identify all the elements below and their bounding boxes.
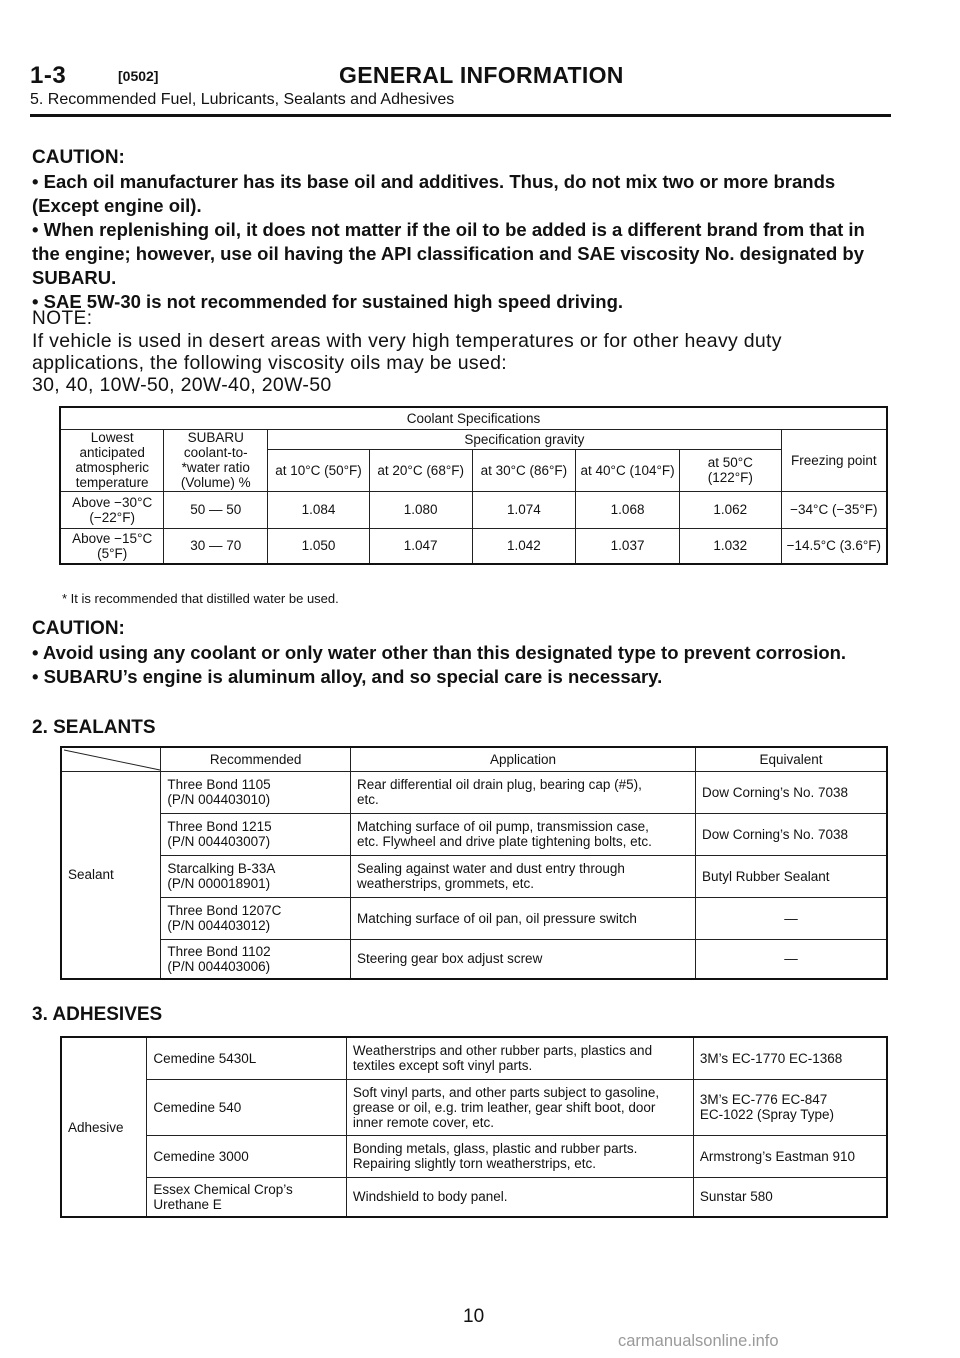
application-text: etc. Flywheel and drive plate tightening bolts, etc. — [356, 834, 652, 849]
caution-item: • SAE 5W-30 is not recommended for sustained high speed driving. — [32, 291, 624, 312]
caution-item: • SUBARU’s engine is aluminum alloy, and so special care is necessary. — [32, 666, 663, 687]
table-row — [61, 1079, 887, 1135]
cell-application: Windshield to body panel. — [346, 1177, 693, 1217]
product-name: Three Bond 1215 — [167, 819, 272, 834]
cell-gravity: 1.080 — [369, 491, 472, 528]
application-text: grease or oil, e.g. trim leather, gear shift boot, door — [352, 1099, 656, 1115]
cell-product — [161, 855, 351, 897]
col-header-application: Application — [350, 747, 695, 771]
cell-product — [161, 939, 351, 979]
table-row — [61, 1177, 887, 1217]
part-number: (P/N 000018901) — [167, 876, 271, 891]
cell-application — [350, 813, 695, 855]
application-text: Bonding metals, glass, plastic and rubber parts. — [352, 1141, 638, 1156]
table-row — [61, 813, 887, 855]
cell-equivalent: Armstrong’s Eastman 910 — [693, 1135, 887, 1177]
cell-freezing: −34°C (−35°F) — [781, 491, 887, 528]
table-row — [61, 939, 887, 979]
part-number: (P/N 004403007) — [167, 834, 271, 849]
note-viscosity-values: 30, 40, 10W-50, 20W-40, 20W-50 — [32, 374, 332, 396]
diagonal-header-cell — [61, 747, 161, 771]
coolant-table-title: Coolant Specifications — [60, 407, 887, 429]
cell-gravity: 1.084 — [268, 491, 370, 528]
col-header-recommended: Recommended — [161, 747, 351, 771]
cell-application — [346, 1079, 693, 1135]
cell-product — [161, 771, 351, 813]
equivalent-text: EC-1022 (Spray Type) — [699, 1107, 834, 1122]
cell-product: Cemedine 3000 — [147, 1135, 347, 1177]
col-header-lowest-temp: Lowest anticipated atmospheric temperature — [60, 429, 164, 491]
section-code: [0502] — [118, 68, 159, 84]
cell-lowest: Above −15°C (5°F) — [60, 528, 164, 564]
section-number: 1-3 — [30, 62, 67, 89]
cell-product — [147, 1177, 347, 1217]
caution-block-coolant — [32, 617, 892, 689]
col-header-temp: at 20°C (68°F) — [369, 449, 472, 491]
category-adhesive: Adhesive — [61, 1037, 147, 1217]
cell-product — [161, 813, 351, 855]
cell-gravity: 1.074 — [472, 491, 576, 528]
cell-application — [346, 1135, 693, 1177]
table-row — [61, 1135, 887, 1177]
cell-ratio: 50 — 50 — [164, 491, 268, 528]
part-number: (P/N 004403012) — [167, 918, 271, 933]
col-header-temp: at 10°C (50°F) — [268, 449, 370, 491]
cell-application — [350, 771, 695, 813]
col-header-temp: at 30°C (86°F) — [472, 449, 576, 491]
cell-application: Matching surface of oil pan, oil pressure switch — [350, 897, 695, 939]
cell-gravity: 1.037 — [576, 528, 680, 564]
col-header-temp: at 40°C (104°F) — [576, 449, 680, 491]
caution-item: • When replenishing oil, it does not matter if the oil to be added is a different brand from that in the engine; however, use oil having the API classification and SAE viscosity No. designated by SUBARU. — [32, 219, 865, 288]
page-subtitle: 5. Recommended Fuel, Lubricants, Sealants and Adhesives — [30, 91, 455, 108]
category-sealant: Sealant — [61, 771, 161, 979]
product-name: Urethane E — [153, 1196, 222, 1212]
cell-equivalent: Sunstar 580 — [693, 1177, 887, 1217]
sealants-table — [60, 746, 888, 980]
sealants-heading: 2. SEALANTS — [32, 717, 156, 738]
cell-equivalent: Dow Corning’s No. 7038 — [695, 771, 887, 813]
application-text: weatherstrips, grommets, etc. — [356, 876, 535, 891]
cell-equivalent: 3M’s EC-1770 EC-1368 — [693, 1037, 887, 1079]
application-text: etc. — [356, 792, 379, 807]
caution-title: CAUTION: — [32, 618, 125, 639]
application-text: Soft vinyl parts, and other parts subject to gasoline, — [352, 1084, 660, 1100]
table-row — [60, 491, 887, 528]
col-header-gravity: Specification gravity — [268, 429, 782, 449]
col-header-ratio: SUBARU coolant-to-*water ratio (Volume) % — [164, 429, 268, 491]
cell-gravity: 1.068 — [576, 491, 680, 528]
table-row — [61, 855, 887, 897]
cell-freezing: −14.5°C (3.6°F) — [781, 528, 887, 564]
cell-gravity: 1.032 — [679, 528, 781, 564]
header-divider — [30, 114, 891, 117]
cell-equivalent: Dow Corning’s No. 7038 — [695, 813, 887, 855]
page-title: GENERAL INFORMATION — [339, 62, 624, 88]
caution-item: • Avoid using any coolant or only water other than this designated type to prevent corrosion. — [32, 642, 847, 663]
part-number: (P/N 004403010) — [167, 792, 271, 807]
adhesives-heading: 3. ADHESIVES — [32, 1004, 163, 1025]
coolant-spec-table — [59, 406, 888, 565]
page-header — [30, 62, 910, 94]
table-row — [60, 528, 887, 564]
product-name: Essex Chemical Crop’s — [153, 1181, 293, 1197]
page-number: 10 — [463, 1306, 485, 1327]
table-row — [61, 1037, 887, 1079]
note-text: If vehicle is used in desert areas with very high temperatures or for other heavy duty applications, the following viscosity oils may be used: — [32, 330, 782, 374]
cell-equivalent: Butyl Rubber Sealant — [695, 855, 887, 897]
cell-lowest: Above −30°C (−22°F) — [60, 491, 164, 528]
application-text: Weatherstrips and other rubber parts, plastics and — [352, 1043, 653, 1059]
note-title: NOTE: — [32, 308, 93, 329]
application-text: inner remote cover, etc. — [352, 1114, 494, 1130]
adhesives-table — [60, 1036, 888, 1218]
cell-gravity: 1.042 — [472, 528, 576, 564]
caution-block-oil — [32, 146, 892, 314]
application-text: Repairing slightly torn weatherstrips, etc. — [352, 1156, 597, 1171]
note-block — [32, 308, 892, 396]
caution-item: • Each oil manufacturer has its base oil and additives. Thus, do not mix two or more brands (Except engine oil). — [32, 171, 836, 216]
equivalent-text: 3M’s EC-776 EC-847 — [699, 1092, 828, 1107]
coolant-footnote: * It is recommended that distilled water be used. — [62, 591, 339, 606]
caution-title: CAUTION: — [32, 147, 125, 168]
cell-equivalent: — — [695, 939, 887, 979]
product-name: Three Bond 1207C — [167, 903, 282, 918]
cell-gravity: 1.050 — [268, 528, 370, 564]
application-text: Rear differential oil drain plug, bearing cap (#5), — [356, 777, 642, 792]
table-row — [61, 897, 887, 939]
cell-ratio: 30 — 70 — [164, 528, 268, 564]
cell-application — [350, 855, 695, 897]
col-header-temp: at 50°C (122°F) — [679, 449, 781, 491]
product-name: Three Bond 1102 — [167, 943, 271, 959]
cell-equivalent: — — [695, 897, 887, 939]
cell-application: Steering gear box adjust screw — [350, 939, 695, 979]
cell-equivalent — [693, 1079, 887, 1135]
cell-product: Cemedine 5430L — [147, 1037, 347, 1079]
application-text: Matching surface of oil pump, transmission case, — [356, 819, 649, 834]
application-text: Sealing against water and dust entry through — [356, 861, 625, 876]
cell-product: Cemedine 540 — [147, 1079, 347, 1135]
col-header-equivalent: Equivalent — [695, 747, 887, 771]
application-text: textiles except soft vinyl parts. — [352, 1058, 533, 1074]
col-header-freezing: Freezing point — [781, 429, 887, 491]
cell-gravity: 1.047 — [369, 528, 472, 564]
diagonal-line — [62, 748, 162, 772]
part-number: (P/N 004403006) — [167, 958, 271, 974]
product-name: Starcalking B-33A — [167, 861, 276, 876]
cell-product — [161, 897, 351, 939]
cell-application — [346, 1037, 693, 1079]
table-row — [61, 771, 887, 813]
cell-gravity: 1.062 — [679, 491, 781, 528]
product-name: Three Bond 1105 — [167, 777, 271, 792]
watermark: carmanualsonline.info — [618, 1332, 779, 1350]
